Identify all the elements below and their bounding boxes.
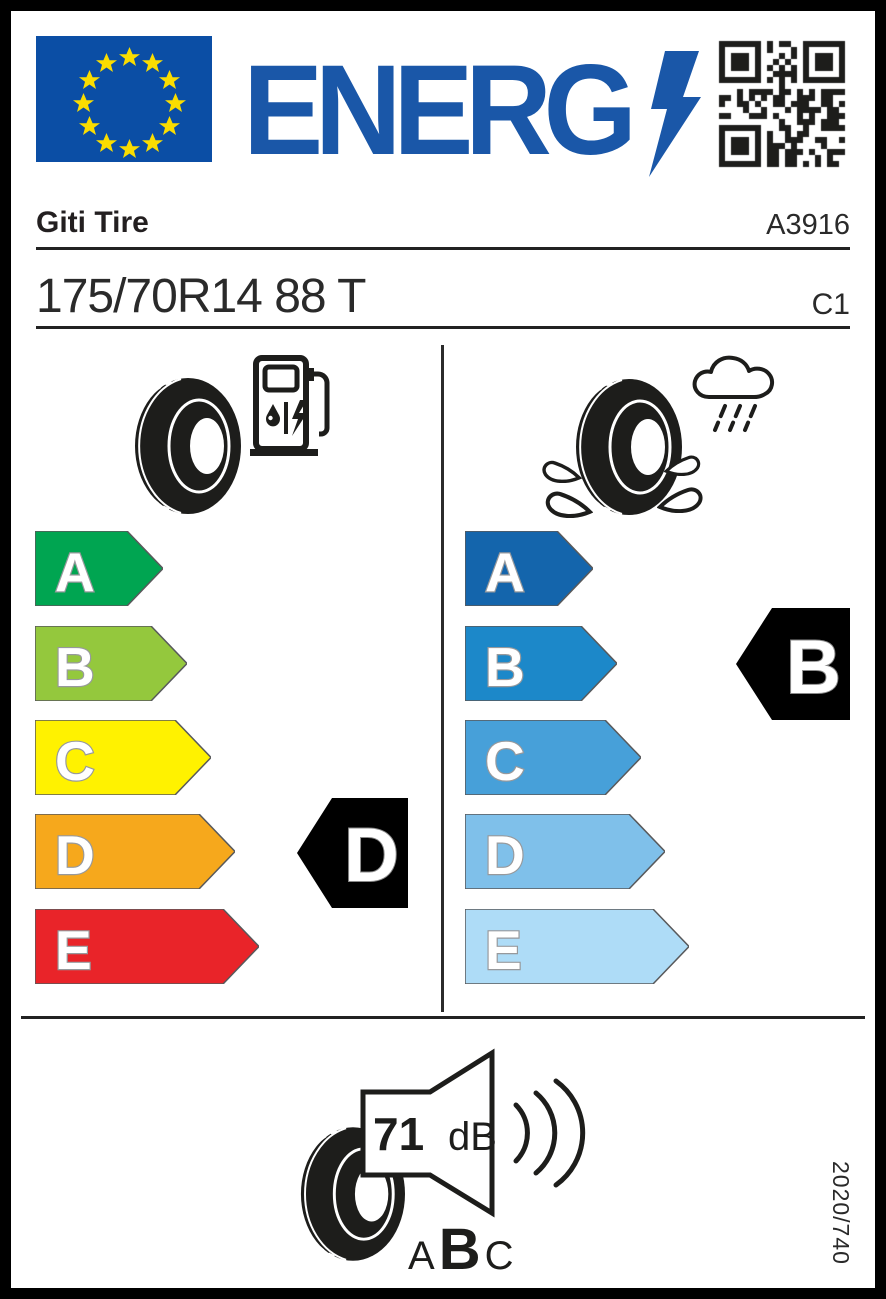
fuel-class-b-arrow — [35, 626, 187, 701]
rain-cloud-icon — [685, 350, 789, 452]
splash-droplet-icon — [540, 457, 582, 483]
svg-text:D: D — [344, 813, 399, 898]
divider-line-2 — [36, 326, 850, 329]
svg-text:E: E — [485, 919, 522, 981]
noise-class-letters — [408, 1216, 513, 1283]
svg-text:C: C — [485, 730, 525, 792]
noise-value: 71 — [373, 1108, 425, 1160]
fuel-rating-arrow — [297, 798, 408, 908]
fuel-class-d-arrow — [35, 814, 235, 889]
speaker-icon — [360, 1045, 600, 1223]
noise-unit: dB — [448, 1115, 497, 1159]
noise-letter-b: B — [438, 1217, 481, 1282]
supplier-name: Giti Tire — [36, 206, 149, 239]
splash-droplet-icon — [664, 452, 702, 476]
regulation-number: 2020/740 — [828, 1161, 854, 1265]
fuel-class-c-arrow — [35, 720, 211, 795]
fuel-pump-icon — [248, 352, 332, 458]
wet-class-b-arrow — [465, 626, 617, 701]
splash-droplet-icon — [657, 483, 705, 513]
svg-text:B: B — [786, 625, 841, 710]
svg-text:D: D — [485, 824, 525, 886]
tyre-class: C1 — [811, 288, 850, 321]
svg-text:C: C — [55, 730, 95, 792]
svg-text:B: B — [55, 636, 95, 698]
fuel-tire-icon — [131, 376, 241, 516]
splash-droplet-icon — [543, 487, 593, 518]
column-divider — [441, 345, 444, 1012]
divider-line-1 — [36, 247, 850, 250]
wet-class-e-arrow — [465, 909, 689, 984]
svg-text:E: E — [55, 919, 92, 981]
eu-flag-icon — [36, 36, 212, 162]
svg-text:B: B — [485, 636, 525, 698]
svg-text:D: D — [55, 824, 95, 886]
lightning-bolt-icon — [645, 51, 703, 177]
noise-letter-a: A — [408, 1234, 435, 1278]
tyre-size-designation: 175/70R14 88 T — [36, 270, 366, 323]
wet-rating-arrow — [736, 608, 850, 720]
wet-class-c-arrow — [465, 720, 641, 795]
fuel-class-e-arrow — [35, 909, 259, 984]
noise-letter-c: C — [484, 1234, 514, 1278]
energ-wordmark: ENERG — [243, 39, 629, 182]
svg-text:A: A — [55, 541, 95, 603]
wet-class-d-arrow — [465, 814, 665, 889]
fuel-class-a-arrow — [35, 531, 163, 606]
type-identifier: A3916 — [766, 209, 850, 241]
qr-code — [716, 38, 848, 170]
divider-line-3 — [21, 1016, 865, 1019]
svg-text:A: A — [485, 541, 525, 603]
wet-class-a-arrow — [465, 531, 593, 606]
